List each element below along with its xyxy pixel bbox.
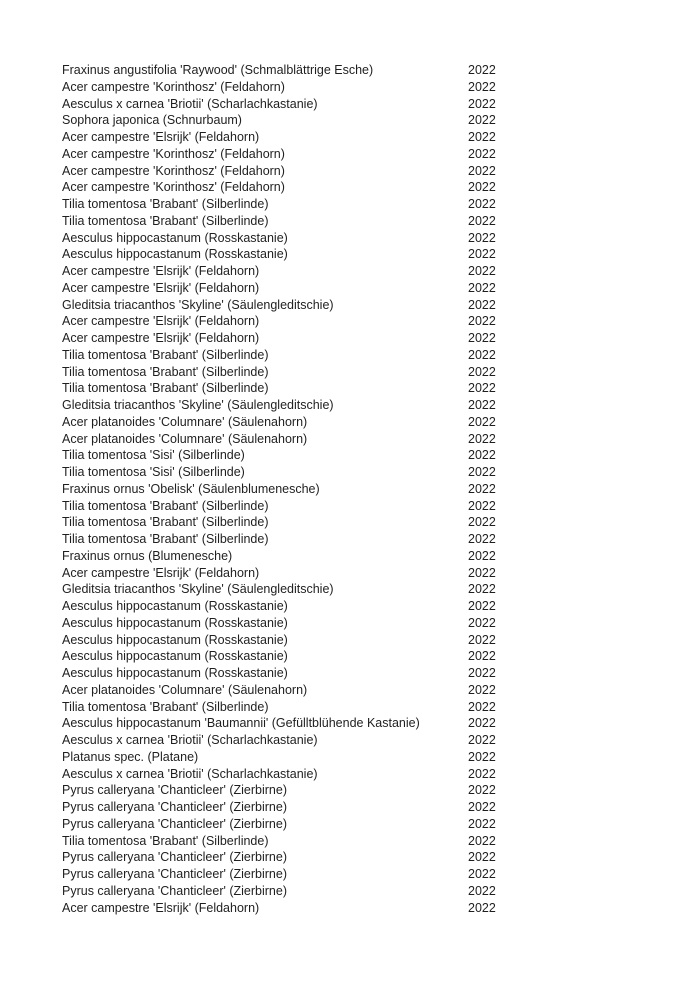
tree-list-row [62,380,496,397]
tree-species-name: Pyrus calleryana 'Chanticleer' (Zierbirne) [62,850,287,865]
planting-year: 2022 [468,197,496,211]
tree-species-name: Aesculus hippocastanum (Rosskastanie) [62,599,288,613]
tree-list-row [62,799,496,816]
tree-species-name: Acer campestre 'Elsrijk' (Feldahorn) [62,331,260,345]
planting-year: 2022 [468,465,496,479]
tree-species-name: Fraxinus angustifolia 'Raywood' (Schmalblättrige Esche) [62,63,374,77]
tree-species-name: Aesculus hippocastanum (Rosskastanie) [62,615,288,630]
planting-year: 2022 [468,632,496,647]
tree-list-row [62,414,496,431]
planting-year: 2022 [468,264,496,278]
planting-year: 2022 [468,900,496,915]
planting-year: 2022 [468,163,496,178]
tree-list-row [62,481,496,498]
planting-year: 2022 [468,615,496,630]
planting-year: 2022 [468,297,496,312]
tree-species-name: Fraxinus ornus 'Obelisk' (Säulenblumenesche) [62,481,320,496]
planting-year: 2022 [468,548,496,563]
planting-year: 2022 [468,682,496,697]
tree-species-name: Pyrus calleryana 'Chanticleer' (Zierbirne) [62,800,287,814]
tree-list-row [62,866,496,883]
tree-species-name: Aesculus hippocastanum (Rosskastanie) [62,649,288,664]
planting-year: 2022 [468,599,496,613]
tree-list-row [62,816,496,833]
planting-year: 2022 [468,800,496,814]
tree-species-name: Gleditsia triacanthos 'Skyline' (Säulengleditschie) [62,398,334,412]
planting-year: 2022 [468,180,496,195]
planting-year: 2022 [468,79,496,94]
tree-species-name: Acer campestre 'Elsrijk' (Feldahorn) [62,280,260,295]
tree-list-row [62,699,496,716]
tree-species-name: Acer platanoides 'Columnare' (Säulenahorn) [62,414,308,429]
tree-list-row [62,648,496,665]
tree-species-name: Acer campestre 'Elsrijk' (Feldahorn) [62,130,260,144]
tree-list-row [62,163,496,180]
planting-year: 2022 [468,448,496,463]
tree-list-row [62,280,496,297]
planting-year: 2022 [468,766,496,781]
planting-year: 2022 [468,515,496,530]
tree-species-name: Pyrus calleryana 'Chanticleer' (Zierbirne) [62,783,287,798]
tree-list-row [62,632,496,649]
planting-year: 2022 [468,816,496,831]
planting-year: 2022 [468,63,496,77]
tree-list-row [62,246,496,263]
planting-year: 2022 [468,582,496,597]
planting-year: 2022 [468,883,496,898]
tree-species-name: Tilia tomentosa 'Brabant' (Silberlinde) [62,498,269,513]
tree-species-name: Pyrus calleryana 'Chanticleer' (Zierbirne) [62,816,287,831]
planting-year: 2022 [468,96,496,111]
tree-species-name: Sophora japonica (Schnurbaum) [62,113,242,128]
planting-year: 2022 [468,733,496,747]
tree-list-row [62,447,496,464]
tree-list-row [62,682,496,699]
tree-list-row [62,179,496,196]
planting-year: 2022 [468,498,496,513]
tree-list-row [62,498,496,515]
planting-year: 2022 [468,247,496,262]
tree-species-name: Aesculus hippocastanum (Rosskastanie) [62,666,288,680]
tree-list-row [62,883,496,900]
tree-species-name: Aesculus x carnea 'Briotii' (Scharlachkastanie) [62,733,318,747]
tree-list-row [62,330,496,347]
tree-species-name: Acer campestre 'Korinthosz' (Feldahorn) [62,146,285,161]
planting-year: 2022 [468,130,496,144]
planting-year: 2022 [468,347,496,362]
planting-year: 2022 [468,699,496,714]
tree-list-row [62,766,496,783]
tree-species-name: Pyrus calleryana 'Chanticleer' (Zierbirne) [62,867,287,881]
planting-year: 2022 [468,565,496,580]
tree-list-row [62,833,496,850]
tree-list [62,62,496,916]
tree-species-name: Platanus spec. (Platane) [62,749,199,764]
tree-species-name: Aesculus x carnea 'Briotii' (Scharlachkastanie) [62,766,318,781]
tree-species-name: Fraxinus ornus (Blumenesche) [62,548,233,563]
tree-species-name: Aesculus hippocastanum (Rosskastanie) [62,247,288,262]
tree-list-row [62,900,496,917]
tree-species-name: Aesculus hippocastanum (Rosskastanie) [62,632,288,647]
tree-species-name: Acer campestre 'Korinthosz' (Feldahorn) [62,79,285,94]
tree-list-row [62,849,496,866]
tree-species-name: Acer campestre 'Korinthosz' (Feldahorn) [62,163,285,178]
tree-list-row [62,749,496,766]
tree-list-row [62,531,496,548]
planting-year: 2022 [468,532,496,546]
tree-species-name: Acer campestre 'Elsrijk' (Feldahorn) [62,900,260,915]
tree-species-name: Aesculus x carnea 'Briotii' (Scharlachkastanie) [62,96,318,111]
planting-year: 2022 [468,649,496,664]
tree-list-row [62,715,496,732]
tree-species-name: Acer campestre 'Elsrijk' (Feldahorn) [62,565,260,580]
tree-species-name: Tilia tomentosa 'Brabant' (Silberlinde) [62,699,269,714]
tree-list-row [62,230,496,247]
tree-species-name: Pyrus calleryana 'Chanticleer' (Zierbirne) [62,883,287,898]
tree-species-name: Tilia tomentosa 'Brabant' (Silberlinde) [62,347,269,362]
tree-list-row [62,548,496,565]
tree-species-name: Gleditsia triacanthos 'Skyline' (Säulengleditschie) [62,582,334,597]
tree-list-row [62,732,496,749]
tree-list-row [62,196,496,213]
tree-species-name: Aesculus hippocastanum (Rosskastanie) [62,230,288,245]
planting-year: 2022 [468,381,496,396]
planting-year: 2022 [468,213,496,228]
tree-species-name: Tilia tomentosa 'Brabant' (Silberlinde) [62,364,269,379]
tree-list-row [62,782,496,799]
tree-species-name: Tilia tomentosa 'Sisi' (Silberlinde) [62,465,245,479]
tree-list-row [62,146,496,163]
tree-list-row [62,96,496,113]
planting-year: 2022 [468,146,496,161]
tree-species-name: Aesculus hippocastanum 'Baumannii' (Gefülltblühende Kastanie) [62,716,420,731]
tree-list-row [62,464,496,481]
tree-list-row [62,598,496,615]
planting-year: 2022 [468,113,496,128]
planting-year: 2022 [468,481,496,496]
tree-species-name: Acer campestre 'Elsrijk' (Feldahorn) [62,264,260,278]
tree-list-row [62,62,496,79]
planting-year: 2022 [468,280,496,295]
tree-species-name: Tilia tomentosa 'Sisi' (Silberlinde) [62,448,245,463]
tree-species-name: Acer platanoides 'Columnare' (Säulenahorn) [62,682,308,697]
tree-species-name: Tilia tomentosa 'Brabant' (Silberlinde) [62,381,269,396]
planting-year: 2022 [468,398,496,412]
tree-list-row [62,397,496,414]
planting-year: 2022 [468,666,496,680]
tree-list-row [62,297,496,314]
tree-species-name: Tilia tomentosa 'Brabant' (Silberlinde) [62,515,269,530]
tree-list-row [62,263,496,280]
planting-year: 2022 [468,867,496,881]
tree-list-row [62,615,496,632]
tree-species-name: Acer platanoides 'Columnare' (Säulenahorn) [62,431,308,446]
planting-year: 2022 [468,414,496,429]
tree-species-name: Tilia tomentosa 'Brabant' (Silberlinde) [62,197,269,211]
planting-year: 2022 [468,431,496,446]
tree-list-row [62,514,496,531]
tree-species-name: Tilia tomentosa 'Brabant' (Silberlinde) [62,213,269,228]
planting-year: 2022 [468,716,496,731]
tree-list-row [62,129,496,146]
planting-year: 2022 [468,833,496,848]
tree-list-row [62,431,496,448]
tree-list-row [62,347,496,364]
planting-year: 2022 [468,314,496,329]
tree-species-name: Tilia tomentosa 'Brabant' (Silberlinde) [62,833,269,848]
tree-list-row [62,565,496,582]
tree-list-row [62,581,496,598]
tree-list-row [62,213,496,230]
tree-list-row [62,79,496,96]
tree-list-row [62,313,496,330]
tree-species-name: Acer campestre 'Korinthosz' (Feldahorn) [62,180,285,195]
planting-year: 2022 [468,850,496,865]
tree-species-name: Tilia tomentosa 'Brabant' (Silberlinde) [62,532,269,546]
tree-list-row [62,364,496,381]
tree-list-row [62,112,496,129]
planting-year: 2022 [468,331,496,345]
planting-year: 2022 [468,364,496,379]
planting-year: 2022 [468,783,496,798]
tree-species-name: Gleditsia triacanthos 'Skyline' (Säulengleditschie) [62,297,334,312]
planting-year: 2022 [468,230,496,245]
tree-species-name: Acer campestre 'Elsrijk' (Feldahorn) [62,314,260,329]
tree-list-row [62,665,496,682]
planting-year: 2022 [468,749,496,764]
